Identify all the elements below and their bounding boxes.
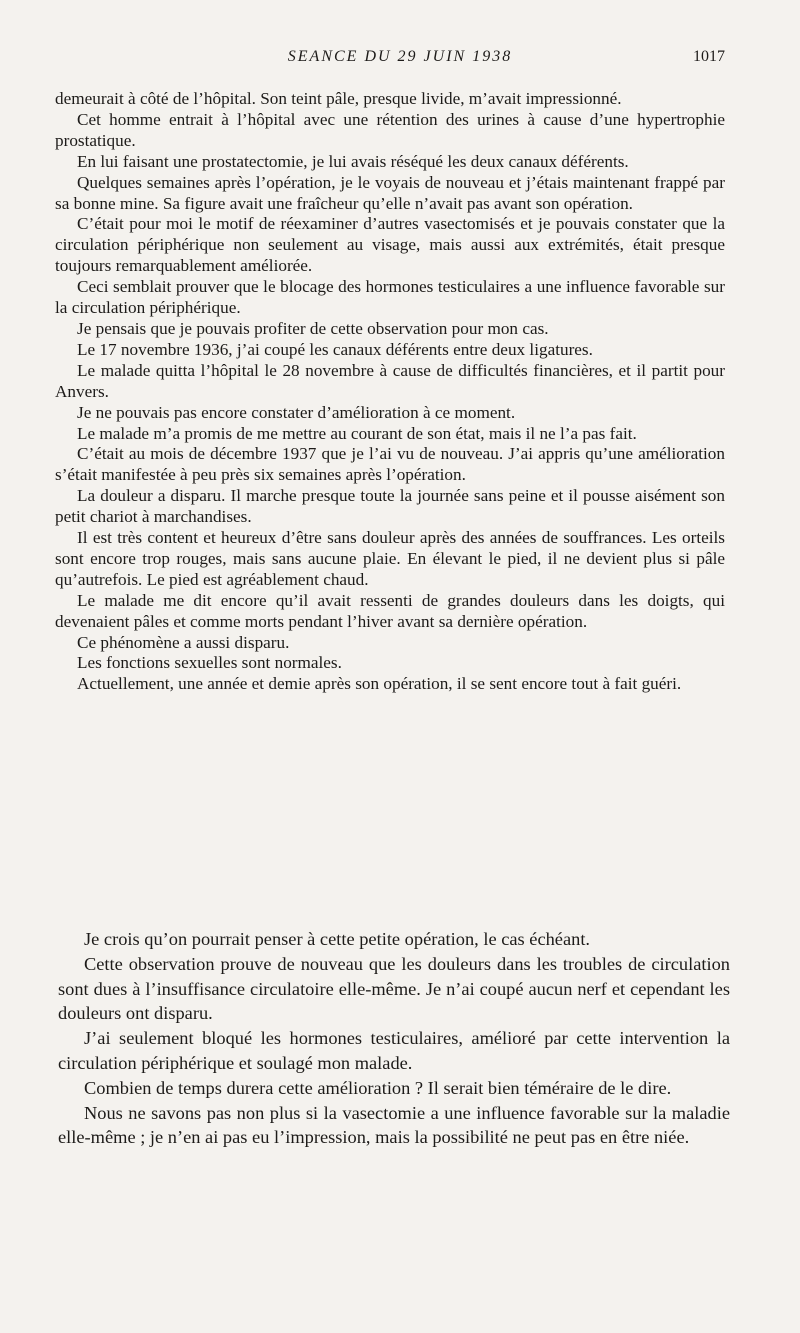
case-report-text: [55, 89, 725, 695]
paragraph: C’était au mois de décembre 1937 que je l’ai vu de nouveau. J’ai appris qu’une amélioration s’était manifestée à peu près six semaines après l’opération.: [55, 444, 725, 485]
paragraph: Ceci semblait prouver que le blocage des hormones testiculaires a une influence favorable sur la circulation périphérique.: [55, 277, 725, 318]
paragraph: Le malade me dit encore qu’il avait ressenti de grandes douleurs dans les doigts, qui devenaient pâles et comme morts pendant l’hiver avant sa dernière opération.: [55, 590, 725, 631]
paragraph: En lui faisant une prostatectomie, je lui avais réséqué les deux canaux déférents.: [77, 151, 629, 171]
paragraph: Ce phénomène a aussi disparu.: [77, 632, 290, 652]
paragraph: La douleur a disparu. Il marche presque toute la journée sans peine et il pousse aisément son petit chariot à marchandises.: [55, 486, 725, 527]
running-title: SEANCE DU 29 JUIN 1938: [287, 48, 513, 65]
paragraph: Quelques semaines après l’opération, je le voyais de nouveau et j’étais maintenant frappé par sa bonne mine. Sa figure avait une fraîcheur qu’elle n’avait pas avant son opération.: [55, 172, 725, 213]
paragraph: Le malade m’a promis de me mettre au courant de son état, mais il ne l’a pas fait.: [77, 423, 637, 443]
paragraph: C’était pour moi le motif de réexaminer d’autres vasectomisés et je pouvais constater que la circulation périphérique non seulement au visage, mais aussi aux extrémités, était presque toujours remarquablement améliorée.: [55, 214, 725, 276]
paragraph: Je crois qu’on pourrait penser à cette petite opération, le cas échéant.: [84, 929, 591, 949]
paragraph: Les fonctions sexuelles sont normales.: [77, 653, 342, 673]
conclusion-text: [58, 927, 730, 1150]
paragraph: Nous ne savons pas non plus si la vasectomie a une influence favorable sur la maladie elle-même ; je n’en ai pas eu l’impression, mais la possibilité ne peut pas en être niée.: [58, 1102, 730, 1148]
paragraph: Je pensais que je pouvais profiter de cette observation pour mon cas.: [77, 318, 549, 338]
paragraph: Le malade quitta l’hôpital le 28 novembre à cause de difficultés financières, et il partit pour Anvers.: [55, 360, 725, 401]
paragraph: J’ai seulement bloqué les hormones testiculaires, amélioré par cette intervention la circulation périphérique et soulagé mon malade.: [58, 1028, 730, 1073]
paragraph: Cet homme entrait à l’hôpital avec une rétention des urines à cause d’une hypertrophie prostatique.: [55, 109, 725, 150]
paragraph: Cette observation prouve de nouveau que les douleurs dans les troubles de circulation sont dues à l’insuffisance circulatoire elle-même. Je n’ai coupé aucun nerf et cependant les douleurs ont disparu.: [58, 953, 730, 1024]
paragraph: Je ne pouvais pas encore constater d’amélioration à ce moment.: [77, 402, 516, 422]
paragraph: Le 17 novembre 1936, j’ai coupé les canaux déférents entre deux ligatures.: [77, 339, 593, 359]
paragraph: Combien de temps durera cette amélioration ? Il serait bien téméraire de le dire.: [84, 1077, 672, 1098]
paragraph: demeurait à côté de l’hôpital. Son teint pâle, presque livide, m’avait impressionné.: [55, 89, 622, 108]
page-number: 1017: [693, 48, 725, 65]
paragraph: Il est très content et heureux d’être sans douleur après des années de souffrances. Les orteils sont encore trop rouges, mais sans aucune plaie. En élevant le pied, il ne devient plus si pâle qu’autrefois. Le pied est agréablement chaud.: [55, 528, 725, 589]
page-header: [0, 48, 800, 72]
paragraph: Actuellement, une année et demie après son opération, il se sent encore tout à fait guéri.: [77, 674, 682, 694]
